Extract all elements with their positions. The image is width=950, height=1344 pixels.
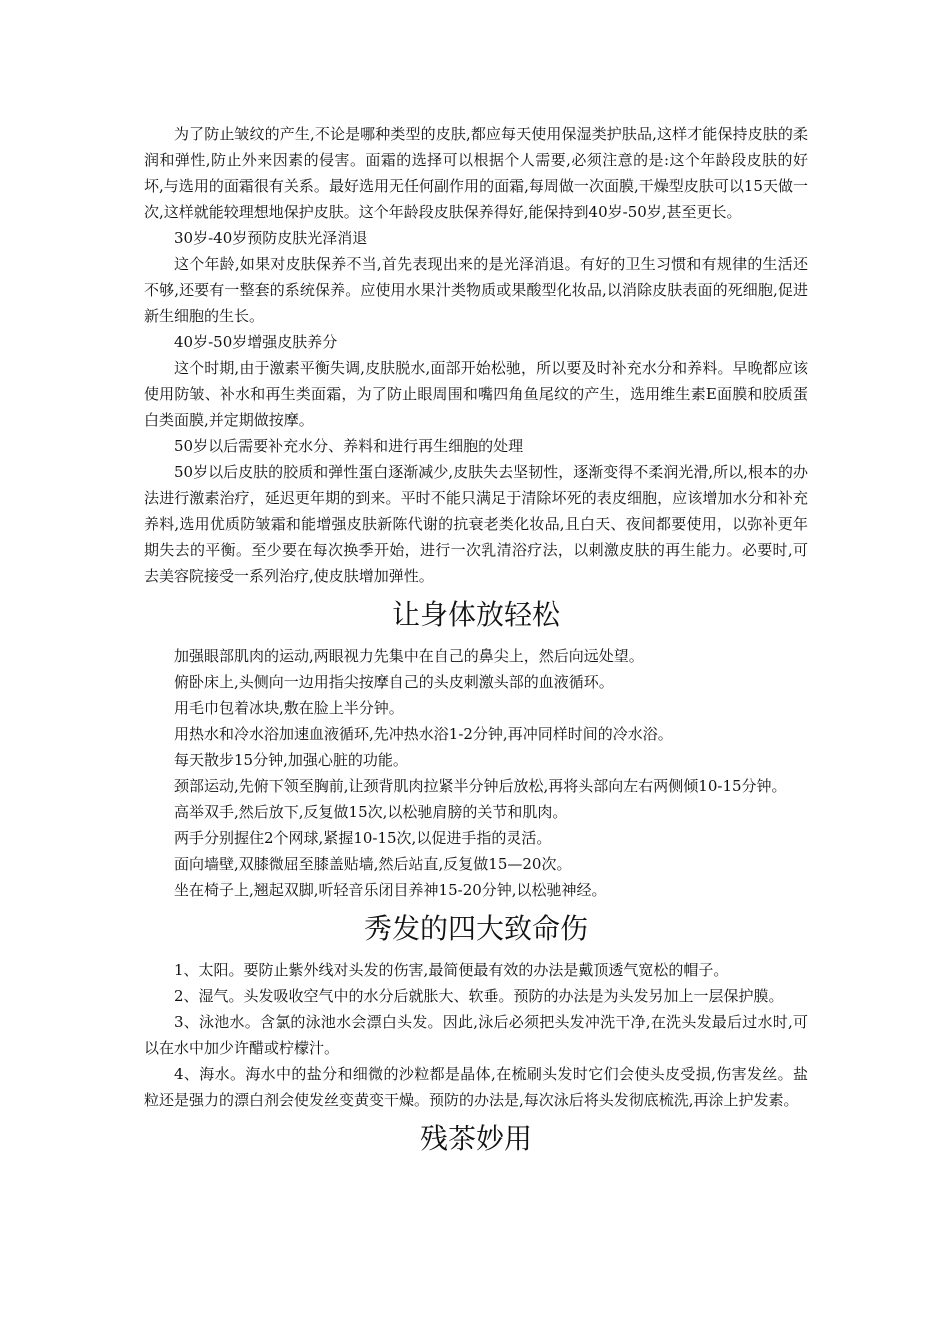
paragraph: 为了防止皱纹的产生,不论是哪种类型的皮肤,都应每天使用保湿类护肤品,这样才能保持皮肤的柔润和弹性,防止外来因素的侵害。面霜的选择可以根据个人需要,必须注意的是:这个年龄段皮肤的好坏,与选用的面霜很有关系。最好选用无任何副作用的面霜,每周做一次面膜,干燥型皮肤可以15天做一次,这样就能较理想地保护皮肤。这个年龄段皮肤保养得好,能保持到40岁-50岁,甚至更长。 <box>144 125 808 221</box>
paragraph: 50岁以后皮肤的胶质和弹性蛋白逐渐减少,皮肤失去坚韧性，逐渐变得不柔润光滑,所以,根本的办法进行激素治疗，延迟更年期的到来。平时不能只满足于清除坏死的表皮细胞，应该增加水分和补充养料,选用优质防皱霜和能增强皮肤新陈代谢的抗衰老类化妆品,且白天、夜间都要使用，以弥补更年期失去的平衡。至少要在每次换季开始，进行一次乳清浴疗法，以刺激皮肤的再生能力。必要时,可去美容院接受一系列治疗,使皮肤增加弹性。 <box>144 463 808 585</box>
paragraph: 这个时期,由于激素平衡失调,皮肤脱水,面部开始松驰，所以要及时补充水分和养料。早晚都应该使用防皱、补水和再生类面霜，为了防止眼周围和嘴四角鱼尾纹的产生，选用维生素E面膜和胶质蛋白类面膜,并定期做按摩。 <box>144 359 808 429</box>
subheading-30-40: 30岁-40岁预防皮肤光泽消退 <box>174 229 368 247</box>
list-item: 坐在椅子上,翘起双脚,听轻音乐闭目养神15-20分钟,以松驰神经。 <box>174 881 607 899</box>
section-hair <box>144 957 808 1113</box>
list-item: 4、海水。海水中的盐分和细微的沙粒都是晶体,在梳刷头发时它们会使头皮受损,伤害发丝。盐粒还是强力的漂白剂会使发丝变黄变干燥。预防的办法是,每次泳后将头发彻底梳洗,再涂上护发素。 <box>144 1065 808 1109</box>
paragraph: 这个年龄,如果对皮肤保养不当,首先表现出来的是光泽消退。有好的卫生习惯和有规律的生活还不够,还要有一整套的系统保养。应使用水果汁类物质或果酸型化妆品,以消除皮肤表面的死细胞,促进新生细胞的生长。 <box>144 255 808 325</box>
section-skin-care <box>144 121 808 589</box>
document-page <box>144 121 808 1167</box>
list-item: 2、湿气。头发吸收空气中的水分后就胀大、软垂。预防的办法是为头发另加上一层保护膜。 <box>174 987 784 1005</box>
list-item: 用热水和冷水浴加速血液循环,先冲热水浴1-2分钟,再冲同样时间的冷水浴。 <box>174 725 673 743</box>
subheading-40-50: 40岁-50岁增强皮肤养分 <box>174 333 338 351</box>
list-item: 颈部运动,先俯下领至胸前,让颈背肌肉拉紧半分钟后放松,再将头部向左右两侧倾10-15分钟。 <box>174 777 787 795</box>
section-title-hair: 秀发的四大致命伤 <box>363 912 588 945</box>
section-title-tea: 残茶妙用 <box>419 1122 532 1155</box>
list-item: 面向墙壁,双膝微屈至膝盖贴墙,然后站直,反复做15—20次。 <box>174 855 572 873</box>
list-item: 每天散步15分钟,加强心脏的功能。 <box>174 751 408 769</box>
list-item: 3、泳池水。含氯的泳池水会漂白头发。因此,泳后必须把头发冲洗干净,在洗头发最后过水时,可以在水中加少许醋或柠檬汁。 <box>144 1013 808 1057</box>
list-item: 1、太阳。要防止紫外线对头发的伤害,最简便最有效的办法是戴顶透气宽松的帽子。 <box>174 961 729 979</box>
subheading-50-plus: 50岁以后需要补充水分、养料和进行再生细胞的处理 <box>174 437 524 455</box>
section-title-relax: 让身体放轻松 <box>391 598 560 631</box>
list-item: 加强眼部肌肉的运动,两眼视力先集中在自己的鼻尖上，然后向远处望。 <box>174 647 644 665</box>
list-item: 高举双手,然后放下,反复做15次,以松驰肩膀的关节和肌肉。 <box>174 803 568 821</box>
list-item: 俯卧床上,头侧向一边用指尖按摩自己的头皮刺激头部的血液循环。 <box>174 673 614 691</box>
list-item: 两手分别握住2个网球,紧握10-15次,以促进手指的灵活。 <box>174 829 552 847</box>
list-item: 用毛巾包着冰块,敷在脸上半分钟。 <box>174 699 404 717</box>
section-relax <box>144 643 808 903</box>
